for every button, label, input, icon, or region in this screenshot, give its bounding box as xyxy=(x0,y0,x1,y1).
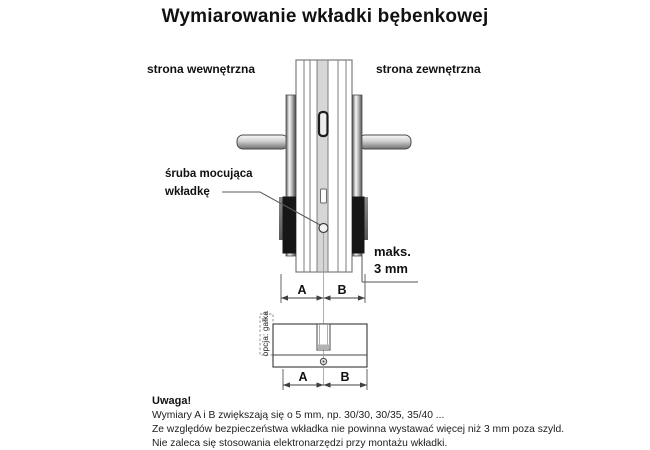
dim-a-label-upper: A xyxy=(297,283,307,297)
arrow-mid-right-icon xyxy=(317,382,324,387)
shield-stub-right xyxy=(364,197,368,240)
max-protrusion-line2: 3 mm xyxy=(374,260,408,276)
max-protrusion-line1: maks. xyxy=(374,244,411,259)
shield-plate-right xyxy=(352,197,365,254)
page-title: Wymiarowanie wkładki bębenkowej xyxy=(161,6,489,27)
arrow-left-icon xyxy=(283,382,290,387)
mounting-screw-label xyxy=(165,166,253,201)
mounting-screw-label-line1: śruba mocująca xyxy=(165,168,253,180)
cam-block xyxy=(318,345,329,351)
handle-rod-right xyxy=(359,135,411,149)
arrow-right-icon xyxy=(358,295,365,300)
inner-side-label: strona wewnętrzna xyxy=(147,62,256,76)
max-protrusion-label xyxy=(374,244,411,277)
dimension-line-upper xyxy=(281,274,365,303)
handle-rod-left xyxy=(237,135,288,149)
mounting-screw xyxy=(319,224,328,233)
key-slot-icon xyxy=(319,112,328,136)
note-line: Wymiary A i B zwiększają się o 5 mm, np. 30/30, 30/35, 35/40 ... xyxy=(152,410,445,421)
arrow-left-icon xyxy=(281,295,288,300)
cylinder-window xyxy=(321,189,327,203)
outer-side-label: strona zewnętrzna xyxy=(376,62,481,76)
note-line: Nie zaleca się stosowania elektronarzędzi przy montażu wkładki. xyxy=(152,437,448,449)
profile-screw-center xyxy=(323,361,325,363)
extension-lines-upper xyxy=(281,274,365,303)
notes-heading: Uwaga! xyxy=(152,395,192,407)
notes-block xyxy=(152,395,632,450)
dim-b-label-upper: B xyxy=(337,283,347,297)
mounting-screw-label-line2: wkładkę xyxy=(165,185,210,198)
arrow-right-icon xyxy=(360,382,367,387)
dim-a-label-lower: A xyxy=(298,370,308,384)
cylinder-body-strip xyxy=(317,60,328,272)
arrow-mid-left-icon xyxy=(324,382,331,387)
dim-b-label-lower: B xyxy=(340,370,350,384)
arrow-mid-right-icon xyxy=(317,295,324,300)
arrow-mid-left-icon xyxy=(324,295,331,300)
knob-option-label: opcja: gałka xyxy=(261,310,270,357)
note-line: Ze względów bezpieczeństwa wkładka nie powinna wystawać więcej niż 3 mm poza szyld. xyxy=(152,423,565,435)
